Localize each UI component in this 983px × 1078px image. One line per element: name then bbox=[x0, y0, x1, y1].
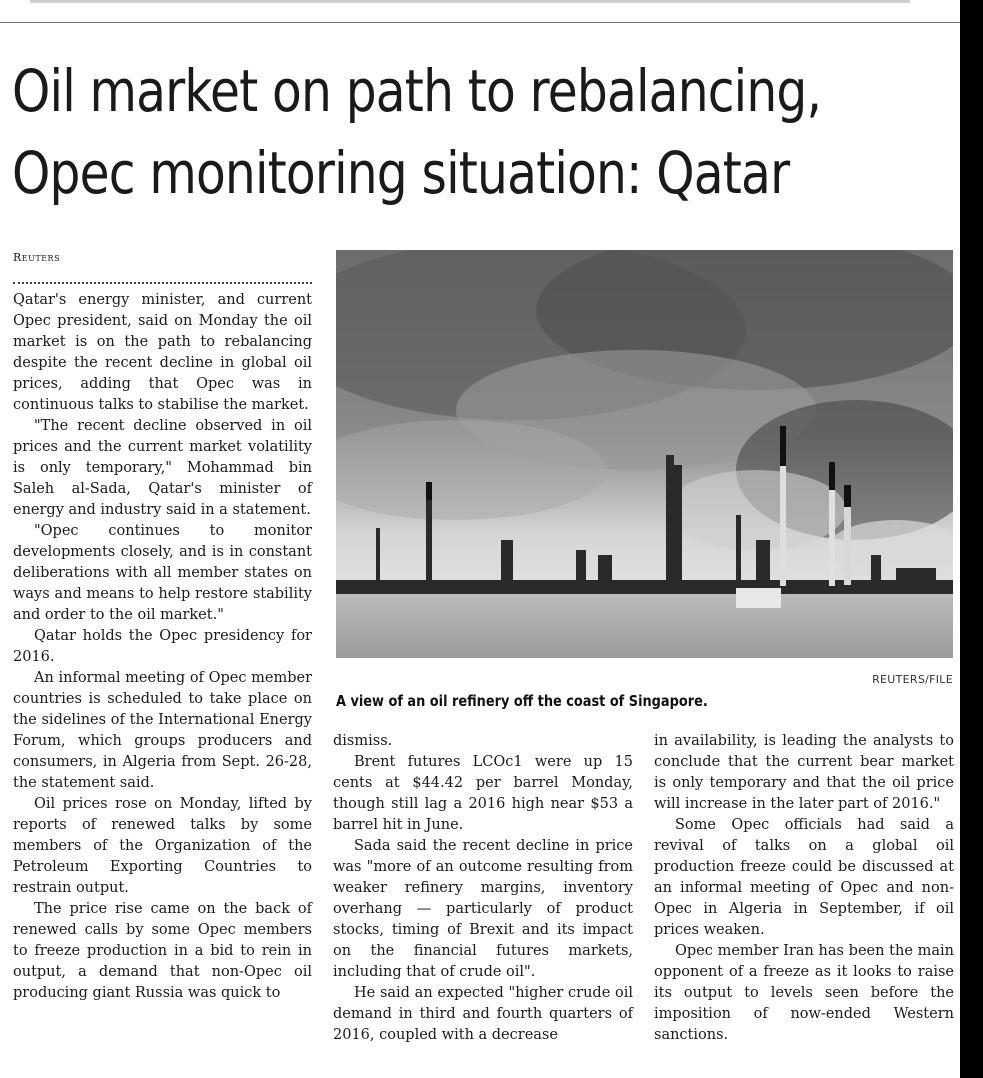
refinery-photo bbox=[336, 250, 953, 658]
paragraph: "Opec continues to monitor developments closely, and is in constant deliberations with all member states on ways and means to help restore stability and order to the oil market." bbox=[13, 523, 312, 623]
article-column-1 bbox=[13, 290, 312, 1004]
photo-caption: A view of an oil refinery off the coast of Singapore. bbox=[336, 692, 708, 710]
paragraph: Qatar's energy minister, and current Opec president, said on Monday the oil market is on the path to rebalancing despite the recent decline in global oil prices, adding that Opec was in continuous talks to stabilise the market. bbox=[13, 292, 312, 413]
paragraph: An informal meeting of Opec member countries is scheduled to take place on the sidelines of the International Energy Forum, which groups producers and consumers, in Algeria from Sept. 26-28, the statement said. bbox=[13, 670, 312, 791]
paragraph: Qatar holds the Opec presidency for 2016. bbox=[13, 628, 312, 665]
paragraph: Brent futures LCOc1 were up 15 cents at $44.42 per barrel Monday, though still lag a 2016 high near $53 a barrel hit in June. bbox=[333, 754, 633, 833]
top-fade-strip bbox=[30, 0, 910, 3]
paragraph: Oil prices rose on Monday, lifted by reports of renewed talks by some members of the Organization of the Petroleum Exporting Countries to restrain output. bbox=[13, 796, 312, 896]
page-edge-bar bbox=[960, 0, 983, 1078]
byline: Reuters bbox=[13, 251, 61, 264]
top-rule bbox=[0, 22, 960, 23]
paragraph: Opec member Iran has been the main opponent of a freeze as it looks to raise its output to levels seen before the imposition of now-ended Western sanctions. bbox=[654, 943, 954, 1043]
paragraph: The price rise came on the back of renewed calls by some Opec members to freeze production in a bid to rein in output, a demand that non-Opec oil producing giant Russia was quick to bbox=[13, 901, 312, 1001]
byline-dotted-rule bbox=[13, 282, 312, 284]
article-column-3 bbox=[654, 731, 954, 1046]
photo-credit: REUTERS/FILE bbox=[872, 673, 953, 686]
headline bbox=[12, 50, 822, 214]
paragraph: Some Opec officials had said a revival of talks on a global oil production freeze could be discussed at an informal meeting of Opec and non-Opec in Algeria in September, if oil prices weaken. bbox=[654, 817, 954, 938]
article-column-2 bbox=[333, 731, 633, 1046]
paragraph: dismiss. bbox=[333, 733, 393, 749]
paragraph: He said an expected "higher crude oil demand in third and fourth quarters of 2016, coupled with a decrease bbox=[333, 985, 633, 1043]
paragraph: "The recent decline observed in oil prices and the current market volatility is only temporary," Mohammad bin Saleh al-Sada, Qatar's minister of energy and industry said in a statement. bbox=[13, 418, 312, 518]
paragraph: in availability, is leading the analysts to conclude that the current bear market is only temporary and that the oil price will increase in the later part of 2016." bbox=[654, 733, 954, 812]
headline-line-1: Oil market on path to rebalancing, bbox=[12, 57, 822, 125]
paragraph: Sada said the recent decline in price was "more of an outcome resulting from weaker refinery margins, inventory overhang — particularly of product stocks, timing of Brexit and its impact on the financial futures markets, including that of crude oil". bbox=[333, 838, 633, 980]
headline-line-2: Opec monitoring situation: Qatar bbox=[12, 139, 790, 207]
